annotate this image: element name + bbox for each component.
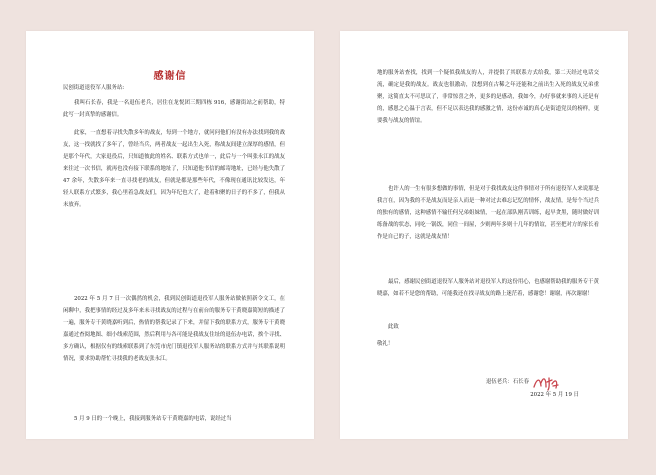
closing-regards: 此致 bbox=[388, 324, 399, 330]
paragraph-reflection: 也许人的一生有很多想做的事情，但是对于我找战友这件事情对于所有退役军人来说那是我言在，因为我的不是战友而是亲人而是一种对过去难忘记忆的情怀，战友情，是每个当过兵的独有的感情，这种感情不输任何兄弟姐妹情，一起在部队刚苦训练，起早贪黑，随时做好训练备战的状态，同吃一锅饭，同住一间屋，少则两年多则十几年的情谊，甚至把对方的家长看作是自己的子，这就是战友情！ bbox=[377, 186, 599, 240]
salutation: 民创街道退役军人服务站: bbox=[63, 85, 125, 91]
letter-page-1 bbox=[26, 31, 314, 439]
paragraph-intro: 我叫石长春，我是一名退伍老兵，居住在龙悦团三期四栋 916，感谢街站之前帮助，特此写一封真挚的感谢信。 bbox=[63, 100, 285, 118]
paragraph-call: 5 月 9 日的一个晚上，我接到服务站专干黄晓嘉的电话，说经过当 bbox=[74, 416, 232, 422]
paragraph-background: 此家，一直想着寻找失散多年的战友，每到一个地方，就问问他们有没有办法找到我的战友，这一找就找了多年了，曾经当兵，两者战友一起出生入死，称战友间建立深厚的感情，但是那个年代，大家退役后，只知道彼此的姓名、联系方式也单一，此后与一个叫张永江的战友来往过一次书信，就再也没有接下联系的地址了，只知道他书信的邮寄地址，已经与他失散了 47 余年，失散多年来一直寻找老的战友，但就是都是那些年代，不像现在通讯比较发达，年轻人联系方式繁多，我心里着急战友们，因为年纪也大了，趁着和聚的日子的不多了，但我从未放弃。 bbox=[63, 130, 285, 208]
letter-date: 2022 年 5 月 19 日 bbox=[530, 392, 579, 398]
paragraph-thanks: 最后，感谢民创街道退役军人服务站对退役军人的这份用心，也感谢帮助我的服务专干黄晓嘉，如若不是您的帮助，可能我还在找寻战友的路上迷茫着，感谢您！谢谢，再次谢谢！ bbox=[377, 279, 599, 297]
signature-line: 退伍老兵：石长春 bbox=[485, 379, 529, 385]
letter-page-2 bbox=[340, 31, 628, 439]
letter-title: 感谢信 bbox=[153, 71, 187, 82]
paragraph-reunion: 地的服务站查找，找到一个疑似我战友的人，并提供了其联系方式给我，第二天经过电话交流，确定是我的战友。战友也很激动，没想到在古稀之年还能和之前出生入死的战友兄弟重聚，这简直太不可思议了，非常惊喜之外，更多的是感动，我如今，办好事就来事的人还是有的，感恩之心温于言表，但不足以表达我的感激之情，这份赤诚的真心是街道党员的榜样，更要我与战友的情谊。 bbox=[377, 70, 599, 124]
paragraph-event: 2022 年 5 月 7 日一次偶然的机会，我到民创街道退役军人服务站做依照新令文工，在闲聊中，我把事情的经过及多年来未寻找战友的过程与在前台的服务专干黄晓嘉简短的描述了一遍，服务专干黄晓嘉听到后，热情的帮我记录了下来，并留下我的联系方式，服务专干黄晓嘉通过查阅地图、细小线索范围，然后利用与各可能是我战友住址的退伍办电话，挨个寻找、多方确认，根据仅有的线索联系到了东莞市虎门镇退役军人服务站的联系方式并与其联系说明情况，要求协助帮忙寻找我的老战友张永江。 bbox=[63, 296, 285, 362]
closing-salute: 敬礼！ bbox=[377, 341, 394, 347]
